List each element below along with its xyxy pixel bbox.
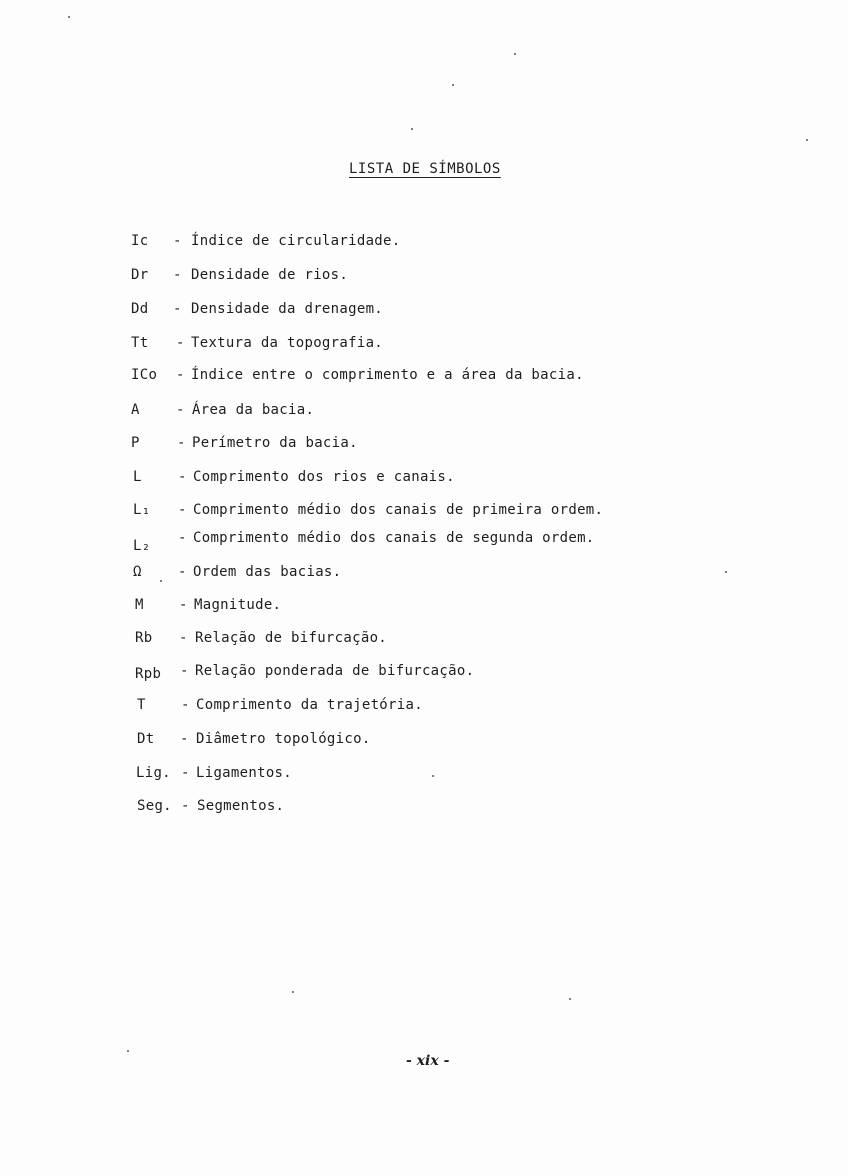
dash-separator: - (181, 798, 190, 814)
symbol: Seg. (137, 798, 172, 814)
dash-separator: - (173, 233, 182, 249)
symbol: ICo (131, 367, 158, 383)
dash-separator: - (178, 469, 187, 485)
symbol-description: Relação de bifurcação. (195, 630, 388, 646)
symbol-description: Perímetro da bacia. (192, 435, 358, 451)
scan-speck (160, 580, 162, 582)
scan-speck (806, 139, 808, 141)
symbol: Ω (133, 564, 142, 580)
symbol: Ic (131, 233, 149, 249)
scan-speck (725, 571, 727, 573)
scan-speck (127, 1050, 129, 1052)
scan-speck (569, 998, 571, 1000)
dash-separator: - (178, 502, 187, 518)
symbol: P (131, 435, 140, 451)
symbol: L (133, 469, 142, 485)
symbol-description: Densidade da drenagem. (191, 301, 384, 317)
symbol-description: Textura da topografia. (191, 335, 384, 351)
page-number: - xix - (406, 1053, 450, 1069)
symbol: M (135, 597, 144, 613)
dash-separator: - (179, 630, 188, 646)
symbol-description: Relação ponderada de bifurcação. (195, 663, 475, 679)
dash-separator: - (181, 765, 190, 781)
page-title: LISTA DE SÍMBOLOS (349, 161, 501, 177)
symbol-description: Índice entre o comprimento e a área da bacia. (191, 367, 584, 383)
symbol: Rb (135, 630, 153, 646)
symbol-description: Área da bacia. (192, 402, 315, 418)
symbol: Rpb (135, 666, 162, 682)
scan-speck (292, 991, 294, 993)
symbol-description: Segmentos. (197, 798, 285, 814)
dash-separator: - (181, 697, 190, 713)
symbol: Dr (131, 267, 149, 283)
dash-separator: - (173, 301, 182, 317)
symbol: Lig. (136, 765, 171, 781)
symbol: Dd (131, 301, 149, 317)
dash-separator: - (178, 564, 187, 580)
scan-speck (514, 53, 516, 55)
dash-separator: - (179, 597, 188, 613)
scan-speck (432, 775, 434, 777)
scan-speck (452, 84, 454, 86)
symbol: T (137, 697, 146, 713)
symbol: L₁ (133, 502, 151, 518)
dash-separator: - (176, 367, 185, 383)
scan-speck (411, 128, 413, 130)
dash-separator: - (180, 663, 189, 679)
dash-separator: - (176, 335, 185, 351)
symbol-description: Índice de circularidade. (191, 233, 401, 249)
scan-speck (68, 16, 70, 18)
symbol-description: Densidade de rios. (191, 267, 349, 283)
symbol-description: Ordem das bacias. (193, 564, 342, 580)
dash-separator: - (176, 402, 185, 418)
symbol-description: Comprimento médio dos canais de primeira ordem. (193, 502, 604, 518)
symbol-description: Diâmetro topológico. (196, 731, 371, 747)
symbol: Dt (137, 731, 155, 747)
symbol-description: Comprimento dos rios e canais. (193, 469, 455, 485)
symbol: L₂ (133, 538, 151, 554)
dash-separator: - (177, 435, 186, 451)
dash-separator: - (180, 731, 189, 747)
symbol: A (131, 402, 140, 418)
symbol-description: Ligamentos. (196, 765, 293, 781)
symbol-description: Comprimento da trajetória. (196, 697, 423, 713)
symbol-description: Magnitude. (194, 597, 282, 613)
symbol-description: Comprimento médio dos canais de segunda ordem. (193, 530, 595, 546)
dash-separator: - (173, 267, 182, 283)
symbol: Tt (131, 335, 149, 351)
dash-separator: - (178, 530, 187, 546)
